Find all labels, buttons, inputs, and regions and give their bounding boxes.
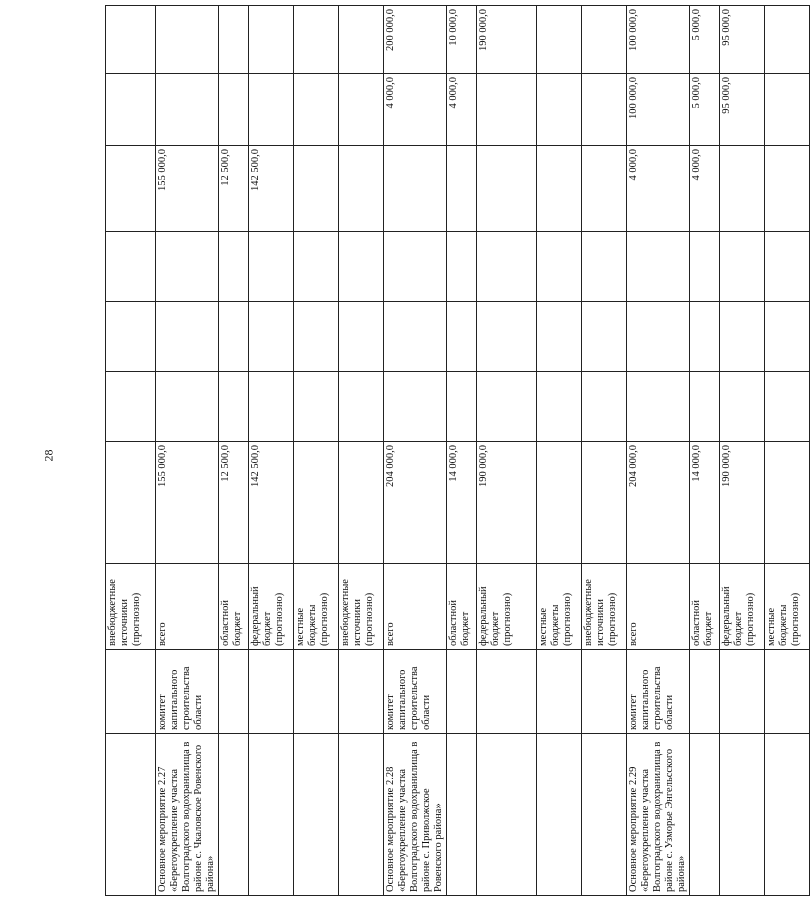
source-cell: всего	[156, 564, 219, 650]
amount-cell	[765, 442, 810, 564]
amount-cell	[106, 6, 156, 74]
table-row	[537, 6, 582, 896]
amount-cell	[106, 232, 156, 302]
amount-cell: 14 000,0	[447, 442, 477, 564]
measure-cell	[582, 734, 627, 896]
amount-cell	[447, 372, 477, 442]
executor-cell	[294, 650, 339, 734]
amount-cell: 190 000,0	[477, 442, 537, 564]
amount-cell	[106, 146, 156, 232]
amount-cell	[106, 372, 156, 442]
amount-cell	[582, 232, 627, 302]
amount-cell	[765, 74, 810, 146]
amount-cell	[447, 232, 477, 302]
amount-cell	[339, 302, 384, 372]
amount-cell: 95 000,0	[720, 74, 765, 146]
table-row	[720, 6, 765, 896]
amount-cell: 155 000,0	[156, 146, 219, 232]
table-row	[477, 6, 537, 896]
amount-cell: 142 500,0	[249, 146, 294, 232]
amount-cell	[294, 6, 339, 74]
source-cell: всего	[627, 564, 690, 650]
amount-cell	[627, 302, 690, 372]
amount-cell	[339, 442, 384, 564]
amount-cell	[384, 302, 447, 372]
source-cell: областной бюджет	[447, 564, 477, 650]
amount-cell	[339, 6, 384, 74]
table-row	[219, 6, 249, 896]
amount-cell: 12 500,0	[219, 442, 249, 564]
measure-cell	[106, 734, 156, 896]
amount-cell	[106, 302, 156, 372]
amount-cell	[720, 302, 765, 372]
amount-cell	[219, 232, 249, 302]
executor-cell	[339, 650, 384, 734]
amount-cell: 4 000,0	[384, 74, 447, 146]
amount-cell	[219, 302, 249, 372]
amount-cell	[627, 232, 690, 302]
executor-cell	[765, 650, 810, 734]
amount-cell	[249, 232, 294, 302]
executor-cell: комитет капитального строительства области	[384, 650, 447, 734]
table-row	[765, 6, 810, 896]
rotated-table-area	[105, 6, 801, 896]
table-row	[384, 6, 447, 896]
executor-cell	[447, 650, 477, 734]
amount-cell: 200 000,0	[384, 6, 447, 74]
measure-cell	[477, 734, 537, 896]
amount-cell	[249, 302, 294, 372]
amount-cell	[765, 372, 810, 442]
amount-cell	[219, 372, 249, 442]
amount-cell: 4 000,0	[447, 74, 477, 146]
source-cell: областной бюджет	[219, 564, 249, 650]
amount-cell	[477, 372, 537, 442]
amount-cell: 100 000,0	[627, 6, 690, 74]
amount-cell	[582, 442, 627, 564]
amount-cell	[477, 302, 537, 372]
measure-cell	[537, 734, 582, 896]
amount-cell: 14 000,0	[690, 442, 720, 564]
page-number: 28	[41, 449, 56, 462]
amount-cell	[765, 6, 810, 74]
table-row	[690, 6, 720, 896]
amount-cell	[339, 74, 384, 146]
amount-cell	[582, 302, 627, 372]
source-cell: местные бюджеты (прогнозно)	[294, 564, 339, 650]
amount-cell	[537, 302, 582, 372]
measure-cell	[339, 734, 384, 896]
executor-cell	[582, 650, 627, 734]
measure-cell	[720, 734, 765, 896]
table-row	[447, 6, 477, 896]
amount-cell	[447, 146, 477, 232]
measure-cell	[219, 734, 249, 896]
amount-cell: 95 000,0	[720, 6, 765, 74]
amount-cell: 204 000,0	[384, 442, 447, 564]
table-row	[249, 6, 294, 896]
measure-cell	[249, 734, 294, 896]
amount-cell	[765, 302, 810, 372]
amount-cell	[537, 6, 582, 74]
source-cell: федеральный бюджет (прогнозно)	[477, 564, 537, 650]
source-cell: всего	[384, 564, 447, 650]
amount-cell	[690, 302, 720, 372]
amount-cell	[537, 146, 582, 232]
executor-cell: комитет капитального строительства области	[156, 650, 219, 734]
amount-cell	[582, 372, 627, 442]
table-row	[582, 6, 627, 896]
amount-cell	[249, 74, 294, 146]
amount-cell	[537, 232, 582, 302]
executor-cell: комитет капитального строительства области	[627, 650, 690, 734]
executor-cell	[219, 650, 249, 734]
amount-cell	[156, 302, 219, 372]
executor-cell	[720, 650, 765, 734]
amount-cell	[720, 232, 765, 302]
amount-cell	[690, 372, 720, 442]
table-row	[294, 6, 339, 896]
source-cell: местные бюджеты (прогнозно)	[765, 564, 810, 650]
measure-cell	[765, 734, 810, 896]
source-cell: областной бюджет	[690, 564, 720, 650]
amount-cell: 204 000,0	[627, 442, 690, 564]
amount-cell	[156, 74, 219, 146]
source-cell: внебюджетные источники (прогнозно)	[106, 564, 156, 650]
amount-cell: 100 000,0	[627, 74, 690, 146]
table-row	[627, 6, 690, 896]
amount-cell	[339, 372, 384, 442]
amount-cell	[477, 232, 537, 302]
amount-cell	[720, 146, 765, 232]
amount-cell: 10 000,0	[447, 6, 477, 74]
measure-cell	[294, 734, 339, 896]
amount-cell	[582, 6, 627, 74]
measure-cell: Основное мероприятие 2.27 «Берегоукрепление участка Волгоградского водохранилища в районе с. Чкаловское Ровенского района»	[156, 734, 219, 896]
amount-cell	[477, 74, 537, 146]
amount-cell	[294, 146, 339, 232]
amount-cell	[537, 372, 582, 442]
amount-cell	[156, 372, 219, 442]
amount-cell	[582, 146, 627, 232]
table-body	[106, 6, 810, 896]
amount-cell: 4 000,0	[627, 146, 690, 232]
amount-cell	[339, 232, 384, 302]
amount-cell	[720, 372, 765, 442]
amount-cell	[156, 6, 219, 74]
executor-cell	[690, 650, 720, 734]
amount-cell	[219, 74, 249, 146]
amount-cell	[294, 372, 339, 442]
source-cell: внебюджетные источники (прогнозно)	[339, 564, 384, 650]
amount-cell	[156, 232, 219, 302]
amount-cell: 142 500,0	[249, 442, 294, 564]
amount-cell	[106, 74, 156, 146]
executor-cell	[106, 650, 156, 734]
executor-cell	[537, 650, 582, 734]
amount-cell: 12 500,0	[219, 146, 249, 232]
amount-cell	[249, 372, 294, 442]
amount-cell	[537, 442, 582, 564]
amount-cell	[384, 146, 447, 232]
amount-cell	[690, 232, 720, 302]
budget-table	[105, 5, 810, 896]
measure-cell: Основное мероприятие 2.29 «Берегоукрепление участка Волгоградского водохранилища в районе с. Узморье Энгельсского района»	[627, 734, 690, 896]
amount-cell	[294, 74, 339, 146]
measure-cell	[690, 734, 720, 896]
source-cell: федеральный бюджет (прогнозно)	[249, 564, 294, 650]
amount-cell: 190 000,0	[720, 442, 765, 564]
amount-cell	[384, 232, 447, 302]
amount-cell	[294, 302, 339, 372]
amount-cell: 190 000,0	[477, 6, 537, 74]
executor-cell	[477, 650, 537, 734]
amount-cell	[765, 146, 810, 232]
measure-cell	[447, 734, 477, 896]
table-row	[156, 6, 219, 896]
amount-cell	[582, 74, 627, 146]
amount-cell	[765, 232, 810, 302]
amount-cell	[249, 6, 294, 74]
amount-cell: 5 000,0	[690, 74, 720, 146]
amount-cell	[537, 74, 582, 146]
measure-cell: Основное мероприятие 2.28 «Берегоукрепление участка Волгоградского водохранилища в районе с. Приволжское Ровенского района»	[384, 734, 447, 896]
amount-cell	[294, 442, 339, 564]
source-cell: местные бюджеты (прогнозно)	[537, 564, 582, 650]
amount-cell: 5 000,0	[690, 6, 720, 74]
amount-cell	[477, 146, 537, 232]
amount-cell	[447, 302, 477, 372]
amount-cell: 4 000,0	[690, 146, 720, 232]
amount-cell	[294, 232, 339, 302]
table-row	[106, 6, 156, 896]
amount-cell: 155 000,0	[156, 442, 219, 564]
amount-cell	[219, 6, 249, 74]
table-row	[339, 6, 384, 896]
amount-cell	[339, 146, 384, 232]
amount-cell	[106, 442, 156, 564]
amount-cell	[627, 372, 690, 442]
source-cell: внебюджетные источники (прогнозно)	[582, 564, 627, 650]
amount-cell	[384, 372, 447, 442]
source-cell: федеральный бюджет (прогнозно)	[720, 564, 765, 650]
executor-cell	[249, 650, 294, 734]
